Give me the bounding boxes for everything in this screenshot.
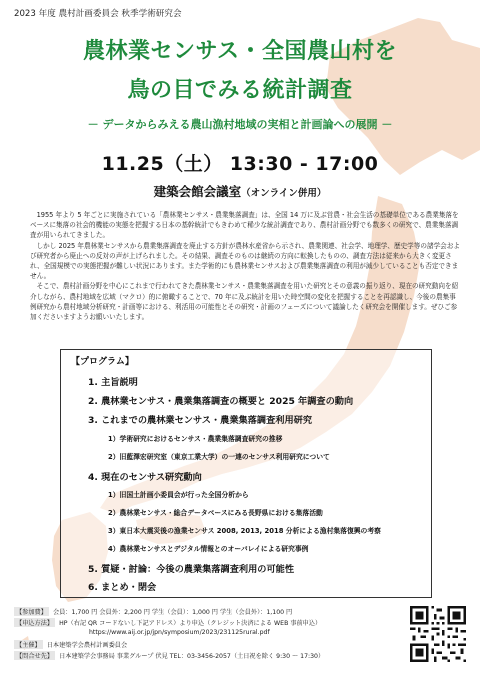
host-tag: 【主催】	[16, 642, 41, 649]
program-title: 【プログラム】	[71, 357, 134, 367]
intro-text	[30, 210, 460, 322]
program-item: 3. これまでの農林業センサス・農業集落調査利用研究	[88, 415, 313, 426]
program-subitem: 1）学術研究におけるセンサス・農業集落調査研究の推移	[108, 435, 283, 443]
intro-paragraph: しかし 2025 年農林業センサスから農業集落調査を廃止する方針が農林水産省から示され、農業関連、社会学、地理学、歴史学等の諸学会および研究者から廃止への反対の声が上げられました。その結果、調査そのものは継続の方向に転換したものの、調査方法は従来から大きく変更され、全国規模での実態把握が難しい状況にあります。また学術的にも農林業センサスおよび農業集落調査の利用が減少していることも否定できません。	[30, 241, 460, 281]
program-item: 2. 農林業センサス・農業集落調査の概要と 2025 年調査の動向	[88, 396, 354, 407]
symposium-url[interactable]: https://www.aij.or.jp/jpn/symposium/2023/231125rural.pdf	[89, 629, 270, 636]
program-item: 6. まとめ・閉会	[88, 582, 157, 593]
organizer-line: 2023 年度 農村計画委員会 秋季学術研究会	[14, 9, 182, 19]
program-item: 1. 主旨説明	[88, 377, 138, 388]
qr-code-icon[interactable]	[410, 606, 466, 662]
program-subitem: 3）東日本大震災後の漁業センサス 2008, 2013, 2018 分析による漁村集落復興の考察	[108, 527, 381, 535]
subtitle: － データからみえる農山漁村地域の実相と計画論への展開 －	[87, 118, 393, 131]
program-subitem: 4）農林業センサスとデジタル情報とのオーバレイによる研究事例	[108, 545, 309, 553]
contact-row	[14, 651, 324, 660]
program-subitem: 2）農林業センサス・総合データベースにみる長野県における集落活動	[108, 509, 323, 517]
host-text: 日本建築学会農村計画委員会	[46, 642, 128, 649]
venue-name: 建築会館会議室	[153, 184, 242, 199]
intro-paragraph: そこで、農村計画分野を中心にこれまで行われてきた農林業センサス・農業集落調査を用いた研究とその意義の振り返り、現在の研究動向を紹介しながら、農村地域を広域（マクロ）的に俯瞰することで、70 年に及ぶ統計を用いた時空間の変化を把握することを再認識し、今後の農集事例研究から農村地域分析研究・計画等における、利活用の可能性とその研究・計画のフェーズについて議論したく研究会を開催します。ぜひご参加くださいますようお願いいたします。	[30, 282, 459, 322]
fee-text: 会員：1,700 円 会員外：2,200 円 学生（会員）：1,000 円 学生（会員外）：1,100 円	[52, 609, 293, 616]
venue-note: （オンライン併用）	[241, 188, 327, 199]
apply-tag: 【申込方法】	[16, 620, 54, 627]
event-venue	[0, 181, 480, 200]
program-box	[60, 349, 432, 598]
event-datetime: 11.25（土） 13:30 - 17:00	[101, 153, 379, 175]
contact-tag: 【問合せ先】	[16, 653, 54, 660]
program-item: 5. 質疑・討論：今後の農業集落調査利用の可能性	[88, 564, 295, 575]
host-row	[14, 640, 127, 649]
main-title-line2: 鳥の目でみる統計調査	[127, 78, 353, 103]
apply-row	[14, 618, 321, 627]
intro-paragraph: 1955 年より 5 年ごとに実施されている「農林業センサス・農業集落調査」は、全国 14 万に及ぶ営農・社会生活の基礎単位である農業集落をベースに集落の社会的機能の実態を把握する日本の基幹統計でもきわめて稀少な統計調査であり、農村計画分野でも数多くの研究で、農業集落調査が用いられてきました。	[30, 211, 459, 240]
contact-text: 日本建築学会事務局 事業グループ 伏見 TEL：03-3456-2057（土日祝を除く 9:30 ～ 17:30）	[59, 653, 325, 660]
program-subitem: 2）旧藍澤宏研究室（東京工業大学）の一連のセンサス利用研究について	[108, 453, 330, 461]
main-title-line1: 農林業センサス・全国農山村を	[82, 39, 398, 64]
fee-tag: 【参加費】	[16, 609, 47, 616]
apply-text: HP（右記 QR コードないし下記アドレス）より申込（クレジット決済による WEB 事前申込）	[59, 620, 322, 627]
program-item: 4. 現在のセンサス研究動向	[88, 472, 202, 483]
fee-row	[14, 607, 292, 616]
program-subitem: 1）旧国土計画小委員会が行った全国分析から	[108, 491, 249, 499]
